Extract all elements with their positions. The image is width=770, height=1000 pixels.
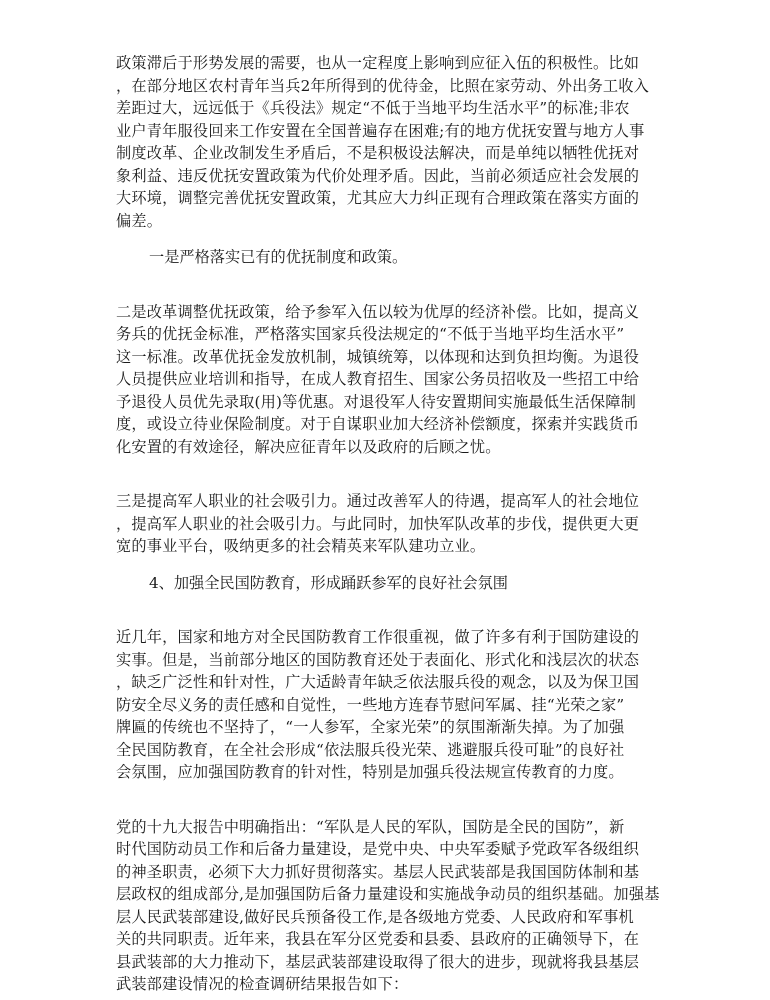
text-line: 务兵的优抚金标准，严格落实国家兵役法规定的“不低于当地平均生活水平” bbox=[116, 325, 625, 343]
text-line: 人员提供应业培训和指导，在成人教育招生、国家公务员招收及一些招工中给 bbox=[116, 370, 640, 388]
text-line: 实事。但是，当前部分地区的国防教育还处于表面化、形式化和浅层次的状态 bbox=[116, 650, 640, 669]
text-line: 牌匾的传统也不坚持了，“一人参军，全家光荣”的氛围渐渐失掉。为了加强 bbox=[116, 718, 625, 736]
text-line: 象利益、违反优抚安置政策为代价处理矛盾。因此，当前必须适应社会发展的 bbox=[116, 166, 640, 185]
text-line: 制度改革、企业改制发生矛盾后，不是积极设法解决，而是单纯以牺牲优抚对 bbox=[116, 144, 640, 162]
text-line: 三是提高军人职业的社会吸引力。通过改善军人的待遇，提高军人的社会地位 bbox=[116, 492, 640, 510]
text-line: 县武装部的大力推动下，基层武装部建设取得了很大的进步，现就将我县基层 bbox=[116, 952, 640, 971]
text-line: 偏差。 bbox=[116, 211, 163, 230]
text-line: 层政权的组成部分,是加强国防后备力量建设和实施战争动员的组织基础。加强基 bbox=[116, 885, 660, 903]
text-line: 防安全尽义务的责任感和自觉性，一些地方连春节慰问军属、挂“光荣之家” bbox=[116, 695, 625, 714]
text-line: 予退役人员优先录取(用)等优惠。对退役军人待安置期间实施最低生活保障制 bbox=[116, 392, 637, 411]
text-line: 宽的事业平台，吸纳更多的社会精英来军队建功立业。 bbox=[116, 537, 486, 555]
text-line: 武装部建设情况的检查调研结果报告如下： bbox=[116, 975, 409, 993]
text-line: 党的十九大报告中明确指出：“军队是人民的军队，国防是全民的国防”，新 bbox=[116, 817, 625, 836]
text-line: 二是改革调整优抚政策，给予参军入伍以较为优厚的经济补偿。比如，提高义 bbox=[116, 302, 640, 321]
section-heading-defense-education: 4、加强全民国防教育，形成踊跃参军的良好社会氛围 bbox=[149, 573, 508, 592]
text-line: 大环境，调整完善优抚安置政策，尤其应大力纠正现有合理政策在落实方面的 bbox=[116, 189, 640, 207]
text-line: ，在部分地区农村青年当兵2年所得到的优待金，比照在家劳动、外出务工收入 bbox=[116, 76, 650, 95]
text-line: 差距过大，远远低于《兵役法》规定“不低于当地平均生活水平”的标准;非农 bbox=[116, 99, 630, 117]
text-line: 业户青年服役回来工作安置在全国普遍存在困难;有的地方优抚安置与地方人事 bbox=[116, 121, 645, 140]
paragraph-reform-compensation bbox=[116, 301, 656, 459]
text-line: ，缺乏广泛性和针对性，广大适龄青年缺乏依法服兵役的观念，以及为保卫国 bbox=[116, 673, 640, 691]
section-heading-implement-policy: 一是严格落实已有的优抚制度和政策。 bbox=[149, 248, 408, 266]
text-line: 全民国防教育，在全社会形成“依法服兵役光荣、逃避服兵役可耻”的良好社 bbox=[116, 740, 625, 759]
paragraph-career-appeal bbox=[116, 490, 656, 558]
paragraph-armed-forces-report bbox=[116, 816, 660, 996]
text-line: 化安置的有效途径，解决应征青年以及政府的后顾之忧。 bbox=[116, 437, 501, 456]
text-line: 度，或设立待业保险制度。对于自谋职业加大经济补偿额度，探索并实践货币 bbox=[116, 415, 640, 433]
text-line: 近几年，国家和地方对全民国防教育工作很重视，做了许多有利于国防建设的 bbox=[116, 628, 640, 646]
text-line: 这一标准。改革优抚金发放机制，城镇统筹，以体现和达到负担均衡。为退役 bbox=[116, 347, 640, 366]
paragraph-policy-lag bbox=[116, 52, 656, 232]
text-line: 时代国防动员工作和后备力量建设，是党中央、中央军委赋予党政军各级组织 bbox=[116, 840, 640, 858]
text-line: 政策滞后于形势发展的需要，也从一定程度上影响到应征入伍的积极性。比如 bbox=[116, 54, 640, 72]
text-line: 的神圣职责，必须下大力抓好贯彻落实。基层人民武装部是我国国防体制和基 bbox=[116, 862, 640, 881]
text-line: 层人民武装部建设,做好民兵预备役工作,是各级地方党委、人民政府和军事机 bbox=[116, 907, 634, 926]
document-page bbox=[116, 52, 660, 996]
text-line: 会氛围，应加强国防教育的针对性，特别是加强兵役法规宣传教育的力度。 bbox=[116, 763, 624, 781]
text-line: ，提高军人职业的社会吸引力。与此同时，加快军队改革的步伐，提供更大更 bbox=[116, 514, 640, 533]
paragraph-defense-education bbox=[116, 626, 656, 784]
text-line: 关的共同职责。近年来，我县在军分区党委和县委、县政府的正确领导下，在 bbox=[116, 930, 640, 948]
